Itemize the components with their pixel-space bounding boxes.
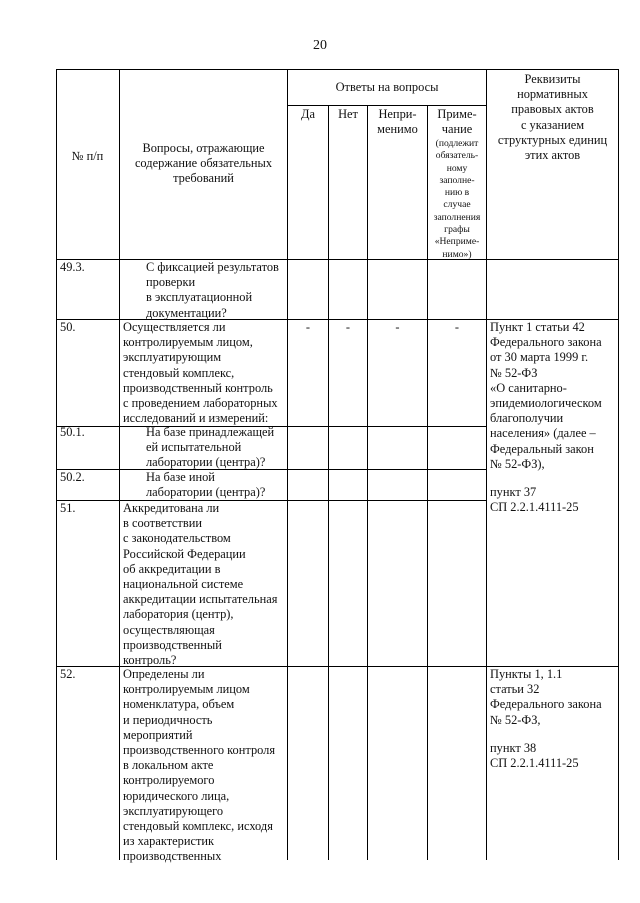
divider-yes-no bbox=[328, 105, 329, 860]
row-num: 50. bbox=[60, 320, 76, 334]
checklist-table bbox=[56, 69, 619, 864]
row-num: 52. bbox=[60, 667, 76, 681]
header-na: Непри- менимо bbox=[377, 107, 418, 137]
table-border-right bbox=[618, 69, 619, 860]
header-note: Приме- чание bbox=[437, 107, 477, 137]
row-question: Осуществляется ли контролируемым лицом, эксплуатирующим стендовый комплекс, производственный контроль с проведением лабораторных исследований и измерений: bbox=[123, 320, 278, 426]
row-question: Аккредитована ли в соответствии с законодательством Российской Федерации об аккредитации в национальной системе аккредитации испытательная лаборатория (центр), осуществляющая производственный контроль? bbox=[123, 501, 278, 668]
page-number: 20 bbox=[313, 38, 327, 53]
divider-no-na bbox=[367, 105, 368, 860]
divider-header-bottom bbox=[56, 259, 619, 260]
divider-note-requisites bbox=[486, 69, 487, 860]
divider-answers-group bbox=[287, 105, 487, 106]
header-requisites: Реквизиты нормативных правовых актов с указанием структурных единиц этих актов bbox=[497, 72, 608, 163]
row-num: 50.2. bbox=[60, 470, 85, 484]
row-num: 49.3. bbox=[60, 260, 85, 274]
header-num: № п/п bbox=[71, 149, 104, 163]
divider-num-question bbox=[119, 69, 120, 860]
requisites-block-52-sp: пункт 38 СП 2.2.1.4111-25 bbox=[490, 741, 579, 771]
requisites-block-52: Пункты 1, 1.1 статьи 32 Федерального закона № 52-ФЗ, bbox=[490, 667, 602, 727]
header-question: Вопросы, отражающие содержание обязательных требований bbox=[134, 141, 273, 186]
requisites-block-50-sp: пункт 37 СП 2.2.1.4111-25 bbox=[490, 485, 579, 515]
row-question: На базе иной лаборатории (центра)? bbox=[146, 470, 266, 500]
table-border-top bbox=[56, 69, 619, 70]
answer-na: - bbox=[395, 320, 400, 334]
header-answers-group: Ответы на вопросы bbox=[335, 80, 439, 94]
divider-question-answers bbox=[287, 69, 288, 860]
header-note-detail: (подлежит обязатель- ному заполне- нию в случае заполнения графы «Неприме- нимо») bbox=[433, 138, 481, 260]
requisites-block-50: Пункт 1 статьи 42 Федерального закона от 30 марта 1999 г. № 52-ФЗ «О санитарно- эпидемиологическом благополучии населения» (далее – Федеральный закон № 52-ФЗ), bbox=[490, 320, 602, 471]
answer-note: - bbox=[454, 320, 460, 334]
row-num: 50.1. bbox=[60, 425, 85, 439]
row-question: С фиксацией результатов проверки в эксплуатационной документации? bbox=[146, 260, 279, 320]
answer-no: - bbox=[345, 320, 351, 334]
row-num: 51. bbox=[60, 501, 76, 515]
answer-yes: - bbox=[305, 320, 311, 334]
header-no: Нет bbox=[338, 107, 358, 121]
header-yes: Да bbox=[301, 107, 315, 121]
table-border-left bbox=[56, 69, 57, 860]
row-question: На базе принадлежащей ей испытательной лаборатории (центра)? bbox=[146, 425, 275, 470]
row-question: Определены ли контролируемым лицом номенклатура, объем и периодичность мероприятий производственного контроля в локальном акте контролируемого юридического лица, эксплуатирующего стендовый комплекс, исходя из характеристик производственных bbox=[123, 667, 276, 864]
